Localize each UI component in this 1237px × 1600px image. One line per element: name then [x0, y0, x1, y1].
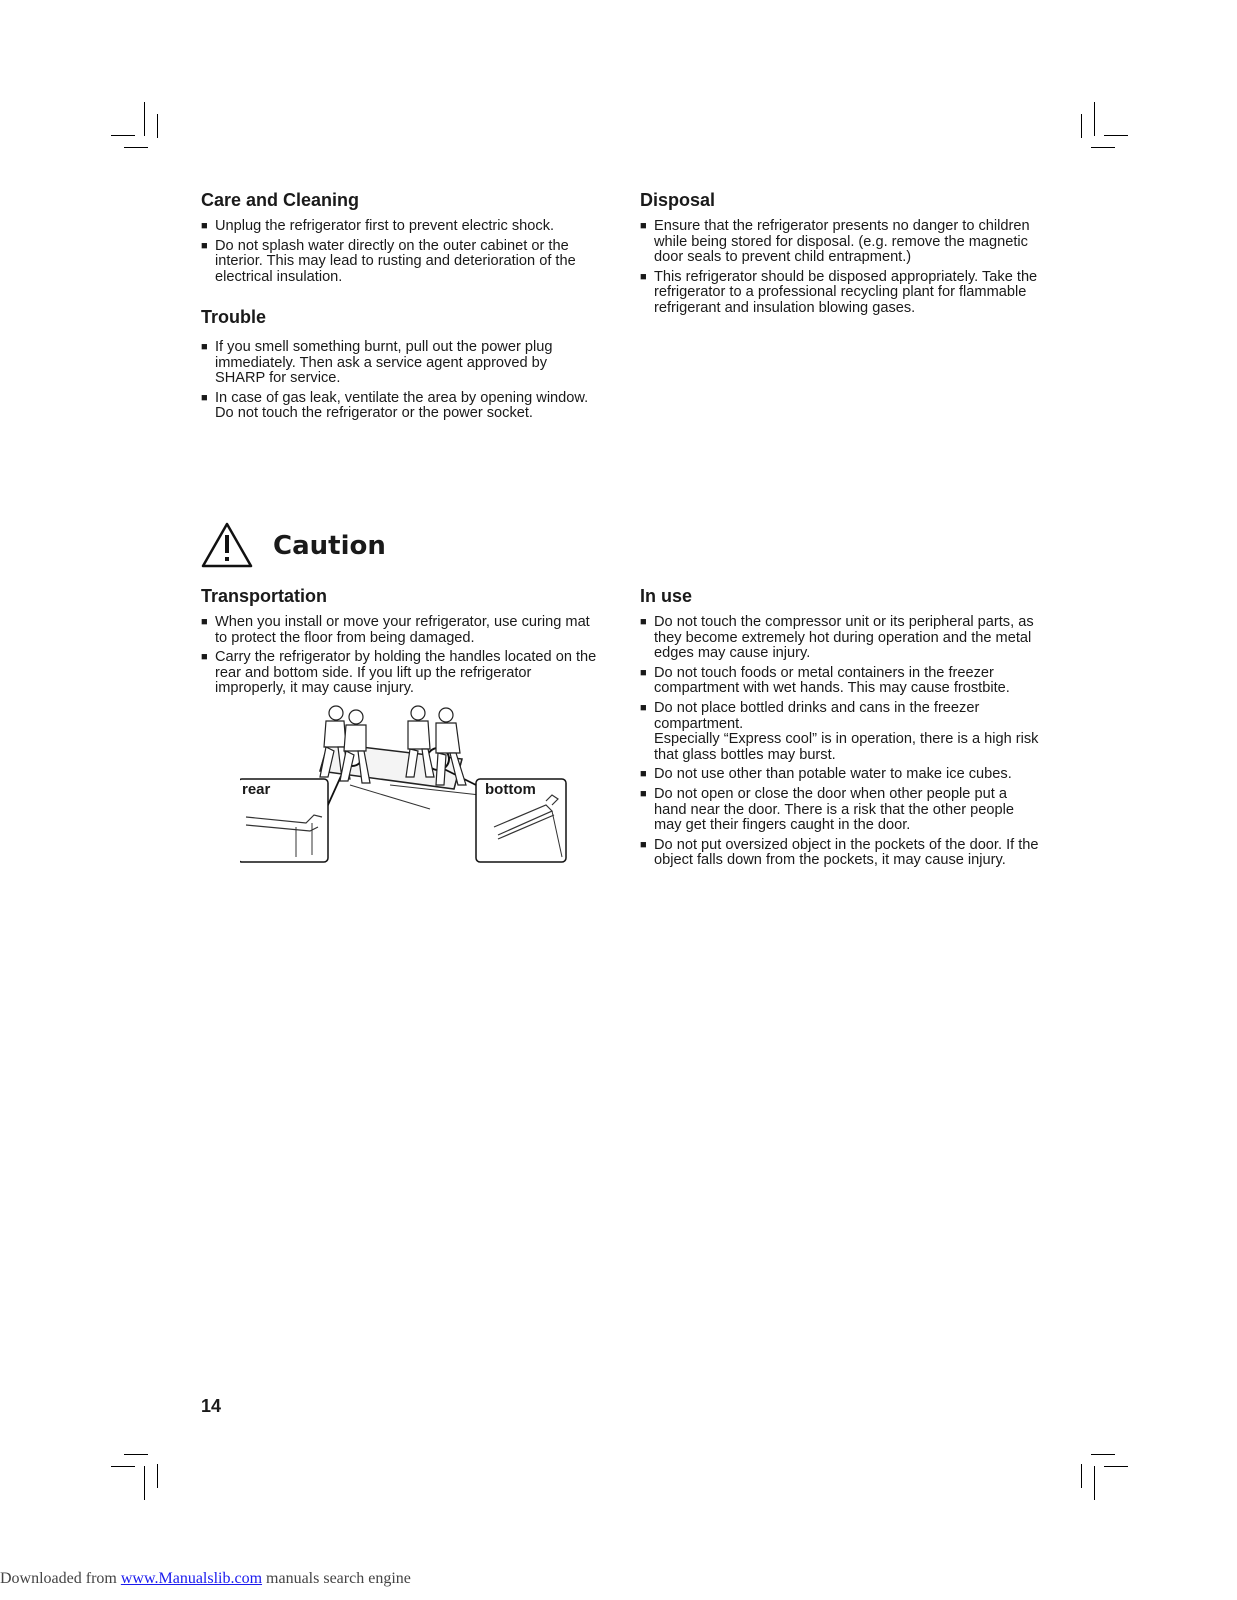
- bullet-icon: ■: [640, 701, 647, 714]
- rear-label: rear: [242, 781, 271, 798]
- in-use-heading: In use: [640, 586, 693, 606]
- list-item: ■ Do not touch foods or metal containers in the freezer compartment with wet hands. This may cause frostbite.: [640, 664, 1010, 697]
- care-cleaning-list: [201, 219, 601, 285]
- care-cleaning-heading: Care and Cleaning: [201, 190, 360, 210]
- in-use-section: [640, 585, 1040, 873]
- bullet-icon: ■: [201, 651, 208, 664]
- list-item: ■ Do not splash water directly on the outer cabinet or the interior. This may lead to rusting and deterioration of the electrical insulation.: [201, 237, 576, 285]
- list-item: ■ This refrigerator should be disposed appropriately. Take the refrigerator to a professional recycling plant for flammable refrigerant and insulation blowing gases.: [640, 268, 1038, 316]
- bullet-icon: ■: [640, 220, 647, 232]
- list-item: ■ In case of gas leak, ventilate the area by opening window. Do not touch the refrigerator or the power socket.: [201, 389, 589, 422]
- in-use-list: [640, 615, 1040, 869]
- transportation-heading: Transportation: [201, 586, 328, 606]
- bullet-icon: ■: [201, 341, 208, 353]
- bullet-icon: ■: [201, 220, 208, 232]
- list-item: ■ Do not use other than potable water to make ice cubes.: [640, 766, 1012, 783]
- list-item: ■ If you smell something burnt, pull out the power plug immediately. Then ask a service agent approved by SHARP for service.: [201, 339, 553, 387]
- bullet-icon: ■: [640, 666, 647, 679]
- list-item: ■ Unplug the refrigerator first to prevent electric shock.: [201, 218, 555, 234]
- disposal-list: [640, 219, 1040, 317]
- bullet-icon: ■: [201, 391, 208, 404]
- footer-prefix: Downloaded from: [0, 1570, 121, 1587]
- warning-triangle-icon: [201, 521, 253, 569]
- page-number: 14: [201, 1396, 222, 1416]
- bullet-icon: ■: [201, 239, 208, 252]
- download-footer: [0, 1570, 411, 1588]
- list-item: ■ Do not put oversized object in the pockets of the door. If the object falls down from the pockets, it may cause injury.: [640, 836, 1039, 869]
- caution-title: Caution: [273, 531, 386, 561]
- list-item: ■ Ensure that the refrigerator presents no danger to children while being stored for disposal. (e.g. remove the magnetic door seals to prevent child entrapment.): [640, 218, 1030, 266]
- list-item: ■ Do not open or close the door when other people put a hand near the door. There is a risk that the other people may get their fingers caught in the door.: [640, 785, 1014, 834]
- bullet-icon: ■: [201, 616, 208, 628]
- trouble-heading: Trouble: [201, 307, 267, 327]
- list-item: ■ Do not touch the compressor unit or its peripheral parts, as they become extremely hot during operation and the metal edges may cause injury.: [640, 614, 1034, 662]
- list-item: ■ Do not place bottled drinks and cans in the freezer compartment. Especially “Express cool” is in operation, there is a high risk that glass bottles may burst.: [640, 699, 1039, 763]
- care-cleaning-section: [201, 189, 601, 289]
- transportation-list: [201, 615, 601, 697]
- bullet-icon: ■: [640, 768, 647, 781]
- disposal-section: [640, 189, 1040, 321]
- transportation-section: [201, 585, 601, 701]
- footer-suffix: manuals search engine: [262, 1570, 411, 1587]
- bullet-icon: ■: [640, 270, 647, 283]
- list-item: ■ When you install or move your refrigerator, use curing mat to protect the floor from being damaged.: [201, 614, 590, 646]
- bullet-icon: ■: [640, 787, 647, 800]
- trouble-list: [201, 340, 601, 422]
- list-item: ■ Carry the refrigerator by holding the handles located on the rear and bottom side. If you lift up the refrigerator improperly, it may cause injury.: [201, 649, 597, 697]
- trouble-section: [201, 306, 601, 426]
- bottom-label: bottom: [485, 781, 536, 798]
- disposal-heading: Disposal: [640, 190, 716, 210]
- carrying-illustration: [240, 705, 580, 885]
- manualslib-link[interactable]: www.Manualslib.com: [120, 1570, 263, 1587]
- bullet-icon: ■: [640, 838, 647, 851]
- bullet-icon: ■: [640, 616, 647, 628]
